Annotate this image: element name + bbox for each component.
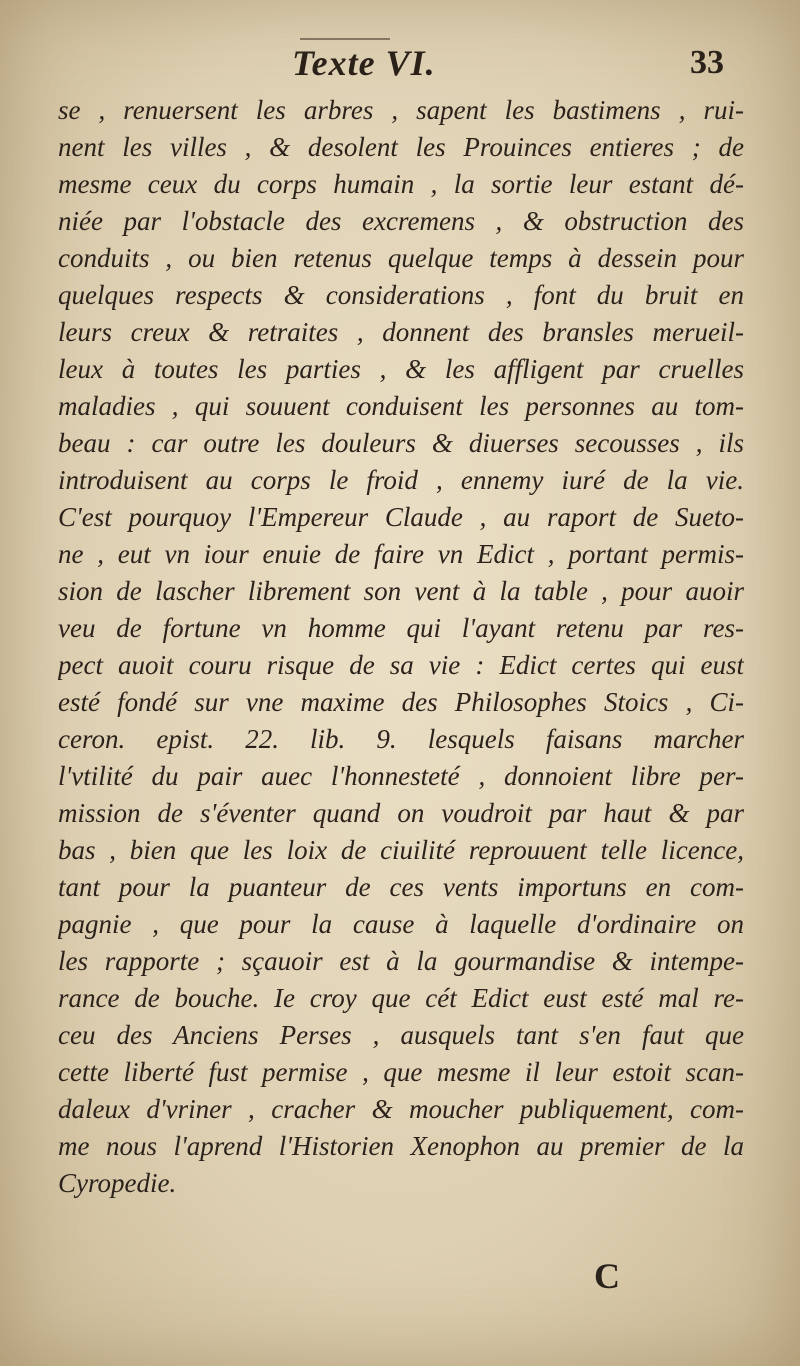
page-header <box>0 42 800 92</box>
text-line: leurs creux & retraites , donnent des bransles merueil- <box>58 317 744 347</box>
text-line: daleux d'vriner , cracher & moucher publiquement, com- <box>58 1094 744 1124</box>
text-line: quelques respects & considerations , font du bruit en <box>58 280 744 310</box>
text-line: ceu des Anciens Perses , ausquels tant s'en faut que <box>58 1020 744 1050</box>
text-line: me nous l'aprend l'Historien Xenophon au premier de la <box>58 1131 744 1161</box>
text-line: les rapporte ; sçauoir est à la gourmandise & intempe- <box>58 946 744 976</box>
text-line: tant pour la puanteur de ces vents importuns en com- <box>58 872 744 902</box>
text-line: mesme ceux du corps humain , la sortie leur estant dé- <box>58 169 744 199</box>
text-line: niée par l'obstacle des excremens , & obstruction des <box>58 206 744 236</box>
text-line: sion de lascher librement son vent à la table , pour auoir <box>58 576 744 606</box>
text-line: conduits , ou bien retenus quelque temps à dessein pour <box>58 243 744 273</box>
text-line: maladies , qui souuent conduisent les personnes au tom- <box>58 391 744 421</box>
text-line: mission de s'éventer quand on voudroit par haut & par <box>58 798 744 828</box>
text-line: bas , bien que les loix de ciuilité reprouuent telle licence, <box>58 835 744 865</box>
text-line: introduisent au corps le froid , ennemy iuré de la vie. <box>58 465 744 495</box>
text-line: Cyropedie. <box>58 1168 177 1198</box>
text-line: cette liberté fust permise , que mesme il leur estoit scan- <box>58 1057 744 1087</box>
running-title: Texte VI. <box>292 43 436 83</box>
text-line: ne , eut vn iour enuie de faire vn Edict , portant permis- <box>58 539 744 569</box>
signature-mark: C <box>594 1256 620 1296</box>
text-line: l'vtilité du pair auec l'honnesteté , donnoient libre per- <box>58 761 744 791</box>
body-text <box>58 92 744 1202</box>
text-line: nent les villes , & desolent les Prouinces entieres ; de <box>58 132 744 162</box>
text-line: pect auoit couru risque de sa vie : Edict certes qui eust <box>58 650 744 680</box>
page-number: 33 <box>690 44 724 81</box>
text-line: rance de bouche. Ie croy que cét Edict eust esté mal re- <box>58 983 744 1013</box>
text-line: esté fondé sur vne maxime des Philosophes Stoics , Ci- <box>58 687 744 717</box>
text-line: pagnie , que pour la cause à laquelle d'ordinaire on <box>58 909 744 939</box>
text-line: C'est pourquoy l'Empereur Claude , au raport de Sueto- <box>58 502 744 532</box>
text-line: veu de fortune vn homme qui l'ayant retenu par res- <box>58 613 744 643</box>
text-line: beau : car outre les douleurs & diuerses secousses , ils <box>58 428 744 458</box>
header-rule <box>300 38 390 40</box>
text-line: leux à toutes les parties , & les affligent par cruelles <box>58 354 744 384</box>
text-line: ceron. epist. 22. lib. 9. lesquels faisans marcher <box>58 724 744 754</box>
text-line: se , renuersent les arbres , sapent les bastimens , rui- <box>58 95 744 125</box>
